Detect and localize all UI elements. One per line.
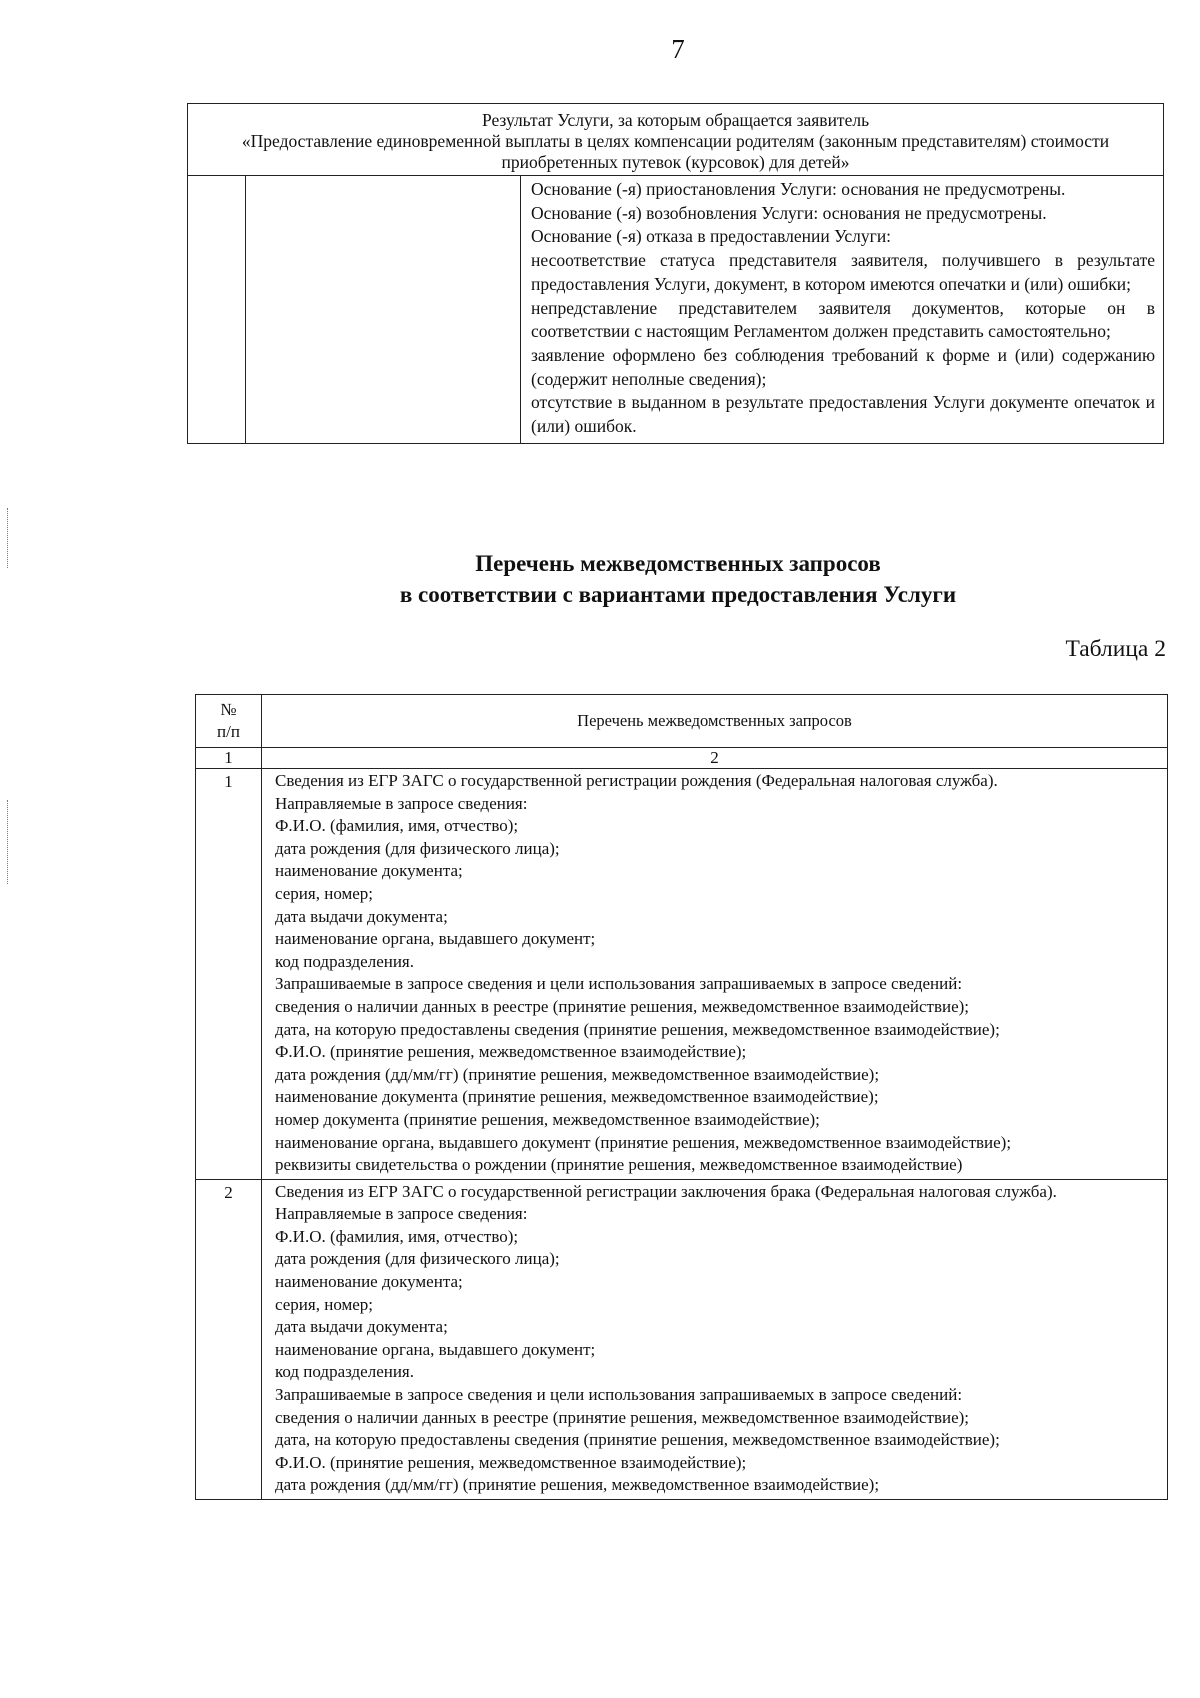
table-row bbox=[196, 769, 1168, 1180]
list-item: Направляемые в запросе сведения: bbox=[275, 793, 528, 813]
list-item: дата рождения (дд/мм/гг) (принятие решения, межведомственное взаимодействие); bbox=[275, 1475, 880, 1495]
result-table-empty-cell-1 bbox=[188, 176, 246, 444]
suspension-grounds: Основание (-я) приостановления Услуги: основания не предусмотрены. bbox=[531, 179, 1066, 199]
list-item: реквизиты свидетельства о рождении (принятие решения, межведомственное взаимодействие) bbox=[275, 1155, 963, 1175]
list-item: номер документа (принятие решения, межведомственное взаимодействие); bbox=[275, 1109, 820, 1129]
column-header-number bbox=[196, 695, 262, 748]
refusal-ground-item: непредставление представителем заявителя документов, которые он в соответствии с настоящим Регламентом должен представить самостоятельно; bbox=[531, 297, 1156, 342]
number-sign: № bbox=[220, 700, 237, 719]
list-item: сведения о наличии данных в реестре (принятие решения, межведомственное взаимодействие); bbox=[275, 996, 969, 1016]
list-item: серия, номер; bbox=[275, 1294, 374, 1314]
list-item: дата, на которую предоставлены сведения (принятие решения, межведомственное взаимодействие); bbox=[275, 1430, 1000, 1450]
list-item: Сведения из ЕГР ЗАГС о государственной регистрации заключения брака (Федеральная налоговая служба). bbox=[275, 1181, 1057, 1201]
result-table-continuation bbox=[187, 103, 1164, 444]
list-item: наименование документа; bbox=[275, 1272, 463, 1292]
refusal-ground-item: несоответствие статуса представителя заявителя, получившего в результате предоставления Услуги, документ, в котором имеются опечатки и (или) ошибки; bbox=[531, 250, 1156, 294]
list-item: сведения о наличии данных в реестре (принятие решения, межведомственное взаимодействие); bbox=[275, 1407, 969, 1427]
scan-margin-marks bbox=[7, 800, 10, 884]
list-item: Запрашиваемые в запросе сведения и цели использования запрашиваемых в запросе сведений: bbox=[275, 974, 963, 994]
result-table-body-row bbox=[188, 176, 1164, 444]
resumption-grounds: Основание (-я) возобновления Услуги: основания не предусмотрены. bbox=[531, 202, 1047, 223]
list-item: дата, на которую предоставлены сведения (принятие решения, межведомственное взаимодействие); bbox=[275, 1019, 1000, 1039]
section-title bbox=[0, 548, 1200, 610]
column-index-1: 1 bbox=[196, 748, 262, 769]
list-item: код подразделения. bbox=[275, 951, 415, 971]
list-item: дата рождения (для физического лица); bbox=[275, 838, 560, 858]
refusal-ground-item: заявление оформлено без соблюдения требований к форме и (или) содержанию (содержит неполные сведения); bbox=[531, 344, 1156, 389]
scan-margin-marks bbox=[7, 508, 10, 568]
result-table-header bbox=[188, 104, 1164, 176]
table-label: Таблица 2 bbox=[1065, 636, 1166, 662]
page-number: 7 bbox=[671, 34, 685, 64]
column-header-requests: Перечень межведомственных запросов bbox=[262, 695, 1168, 748]
list-item: наименование органа, выдавшего документ; bbox=[275, 1339, 596, 1359]
section-title-line-1: Перечень межведомственных запросов bbox=[475, 551, 881, 576]
list-item: серия, номер; bbox=[275, 883, 374, 903]
list-item: наименование органа, выдавшего документ; bbox=[275, 929, 596, 949]
result-table-header-row bbox=[188, 104, 1164, 176]
list-item: код подразделения. bbox=[275, 1362, 415, 1382]
list-item: наименование документа (принятие решения, межведомственное взаимодействие); bbox=[275, 1087, 879, 1107]
list-item: дата выдачи документа; bbox=[275, 906, 448, 926]
list-item: Сведения из ЕГР ЗАГС о государственной регистрации рождения (Федеральная налоговая служба). bbox=[275, 771, 998, 790]
result-header-title: Результат Услуги, за которым обращается заявитель bbox=[481, 110, 870, 130]
result-table-empty-cell-2 bbox=[246, 176, 521, 444]
column-index-row bbox=[196, 748, 1168, 769]
column-index-2: 2 bbox=[262, 748, 1168, 769]
table-row bbox=[196, 1179, 1168, 1499]
table-header-row bbox=[196, 695, 1168, 748]
list-item: дата рождения (для физического лица); bbox=[275, 1249, 560, 1269]
result-table-grounds-cell bbox=[521, 176, 1164, 444]
list-item: Ф.И.О. (фамилия, имя, отчество); bbox=[275, 816, 519, 836]
row-number: 2 bbox=[196, 1179, 262, 1499]
refusal-grounds-heading: Основание (-я) отказа в предоставлении Услуги: bbox=[531, 226, 892, 247]
list-item: Ф.И.О. (фамилия, имя, отчество); bbox=[275, 1226, 519, 1246]
list-item: наименование органа, выдавшего документ (принятие решения, межведомственное взаимодействие); bbox=[275, 1132, 1012, 1152]
row-content bbox=[262, 769, 1168, 1180]
row-content bbox=[262, 1179, 1168, 1499]
list-item: Запрашиваемые в запросе сведения и цели использования запрашиваемых в запросе сведений: bbox=[275, 1385, 963, 1405]
list-item: Ф.И.О. (принятие решения, межведомственное взаимодействие); bbox=[275, 1452, 747, 1472]
number-abbrev: п/п bbox=[217, 722, 240, 741]
list-item: дата выдачи документа; bbox=[275, 1317, 448, 1337]
row-number: 1 bbox=[196, 769, 262, 1180]
list-item: Направляемые в запросе сведения: bbox=[275, 1204, 528, 1224]
result-header-service-name: «Предоставление единовременной выплаты в целях компенсации родителям (законным представителям) стоимости приобретенных путевок (курсовок) для детей» bbox=[241, 131, 1110, 172]
refusal-ground-item: отсутствие в выданном в результате предоставления Услуги документе опечаток и (или) ошибок. bbox=[531, 392, 1156, 437]
list-item: дата рождения (дд/мм/гг) (принятие решения, межведомственное взаимодействие); bbox=[275, 1064, 880, 1084]
section-title-line-2: в соответствии с вариантами предоставления Услуги bbox=[399, 582, 957, 607]
list-item: наименование документа; bbox=[275, 861, 463, 881]
interagency-requests-table bbox=[195, 694, 1168, 1500]
list-item: Ф.И.О. (принятие решения, межведомственное взаимодействие); bbox=[275, 1042, 747, 1062]
